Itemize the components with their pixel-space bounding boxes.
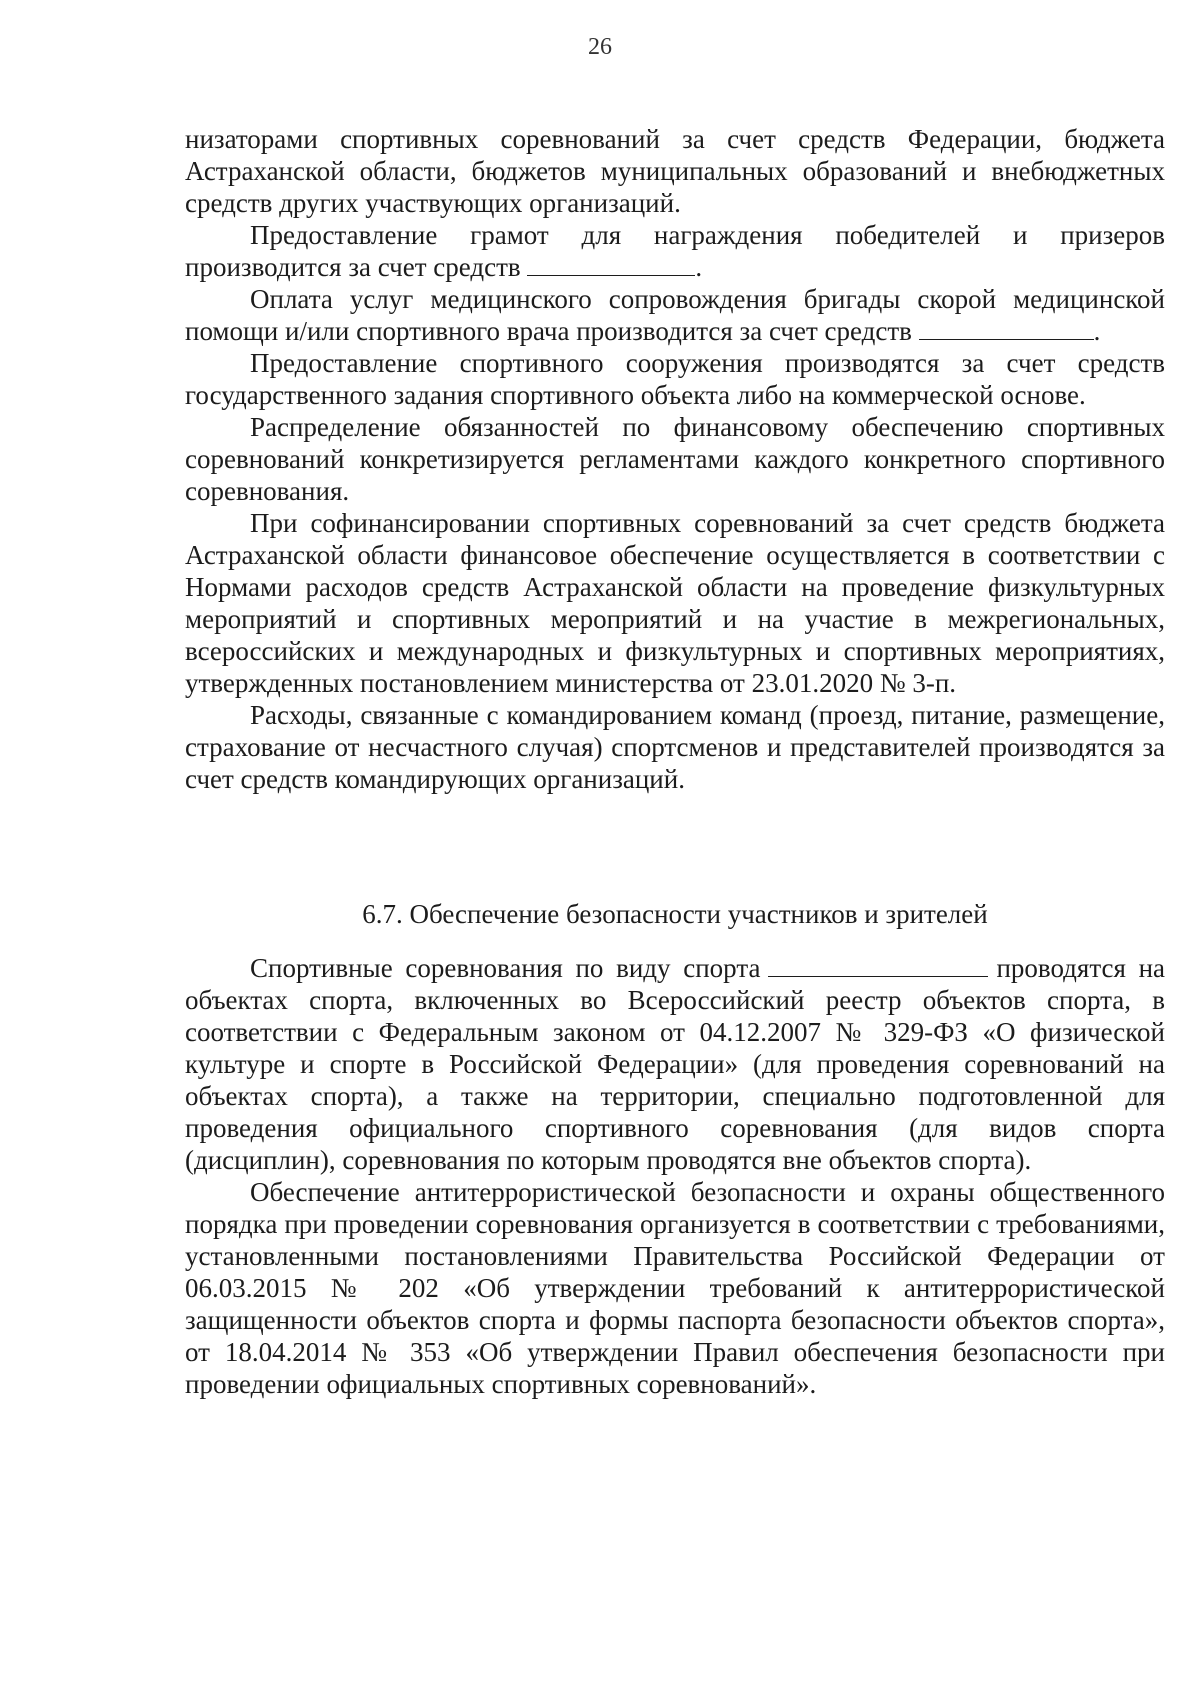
paragraph-cofinancing: При софинансировании спортивных соревнований за счет средств бюджета Астраханской области финансовое обеспечение осуществляется в соответствии с Нормами расходов средств Астраханской области на проведение физкультурных мероприятий и спортивных мероприятий и на участие в межрегиональных, всероссийских и международных и физкультурных и спортивных мероприятиях, утвержденных постановлением министерства от 23.01.2020 № 3-п.: [185, 508, 1165, 698]
paragraph-diplomas-text: Предоставление грамот для награждения победителей и призеров производится за счет средств: [185, 220, 1165, 282]
paragraph-medical-text: Оплата услуг медицинского сопровождения бригады скорой медицинской помощи и/или спортивного врача производится за счет средств: [185, 284, 1165, 346]
fill-in-blank: [768, 954, 988, 977]
paragraph-medical-end: .: [1093, 316, 1101, 346]
section-title: 6.7. Обеспечение безопасности участников и зрителей: [362, 899, 988, 929]
fill-in-blank: [919, 317, 1094, 340]
paragraph-continuation: низаторами спортивных соревнований за счет средств Федерации, бюджета Астраханской области, бюджетов муниципальных образований и внебюджетных средств других участвующих организаций.: [185, 124, 1165, 218]
paragraph-venues-rest: проводятся на объектах спорта, включенных во Всероссийский реестр объектов спорта, в соответствии с Федеральным законом от 04.12.2007 № 329-ФЗ «О физической культуре и спорте в Российской Федерации» (для проведения соревнований на объектах спорта), а также на территории, специально подготовленной для проведения официального спортивного соревнования (для видов спорта (дисциплин), соревнования по которым проводятся вне объектов спорта).: [185, 953, 1166, 1175]
text-block-financing: [185, 123, 1165, 795]
paragraph-diplomas: [185, 219, 1165, 283]
paragraph-venues: [185, 952, 1165, 1176]
paragraph-expenses: Расходы, связанные с командированием команд (проезд, питание, размещение, страхование от несчастного случая) спортсменов и представителей производятся за счет средств командирующих организаций.: [185, 700, 1165, 794]
paragraph-antiterror: Обеспечение антитеррористической безопасности и охраны общественного порядка при проведении соревнования организуется в соответствии с требованиями, установленными постановлениями Правительства Российской Федерации от 06.03.2015 № 202 «Об утверждении требований к антитеррористической защищенности объектов спорта и формы паспорта безопасности объектов спорта», от 18.04.2014 № 353 «Об утверждении Правил обеспечения безопасности при проведении официальных спортивных соревнований».: [185, 1177, 1165, 1399]
paragraph-facility: Предоставление спортивного сооружения производятся за счет средств государственного задания спортивного объекта либо на коммерческой основе.: [185, 348, 1165, 410]
fill-in-blank: [527, 253, 695, 276]
paragraph-medical: [185, 283, 1165, 347]
paragraph-diplomas-end: .: [695, 252, 703, 282]
paragraph-responsibilities: Распределение обязанностей по финансовому обеспечению спортивных соревнований конкретизируется регламентами каждого конкретного спортивного соревнования.: [185, 412, 1165, 506]
paragraph-venues-text: Спортивные соревнования по виду спорта: [250, 953, 761, 983]
text-block-security: [185, 952, 1165, 1400]
page-number: 26: [588, 34, 612, 60]
